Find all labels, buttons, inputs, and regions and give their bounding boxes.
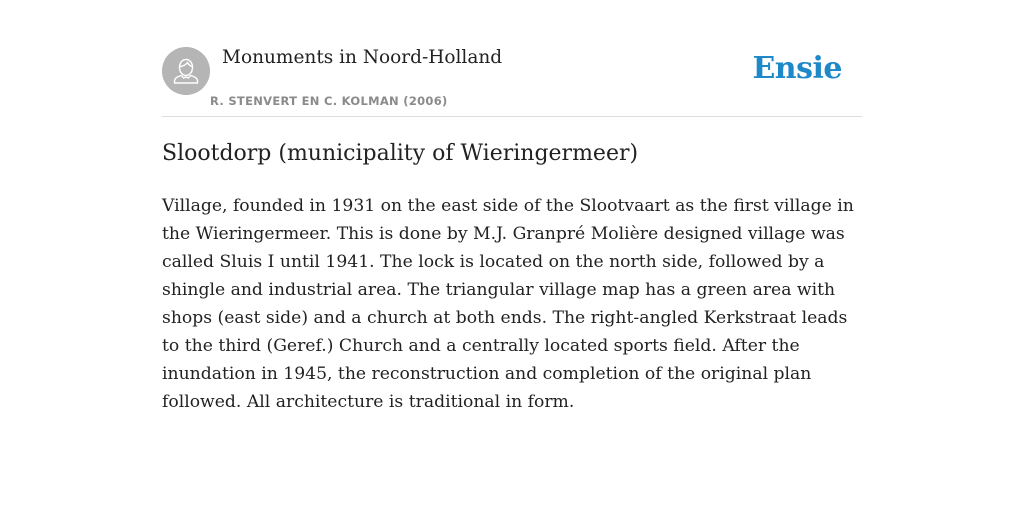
author-credit: R. STENVERT EN C. KOLMAN (2006): [210, 94, 448, 108]
ensie-logo-link[interactable]: Ensie: [752, 51, 842, 86]
book-title[interactable]: Monuments in Noord-Holland: [222, 47, 503, 68]
author-avatar: [162, 47, 210, 95]
source-header: [162, 44, 862, 117]
entry-body: Village, founded in 1931 on the east side of the Slootvaart as the first village in the Wieringermeer. This is done by M.J. Granpré Molière designed village was called Sluis I until 1941. The lock is located on the north side, followed by a shingle and industrial area. The triangular village map has a green area with shops (east side) and a church at both ends. The right-angled Kerkstraat leads to the third (Geref.) Church and a centrally located sports field. After the inundation in 1945, the reconstruction and completion of the original plan followed. All architecture is traditional in form.: [162, 196, 854, 412]
user-avatar-icon: [162, 47, 210, 95]
entry-title: Slootdorp (municipality of Wieringermeer): [162, 141, 639, 166]
